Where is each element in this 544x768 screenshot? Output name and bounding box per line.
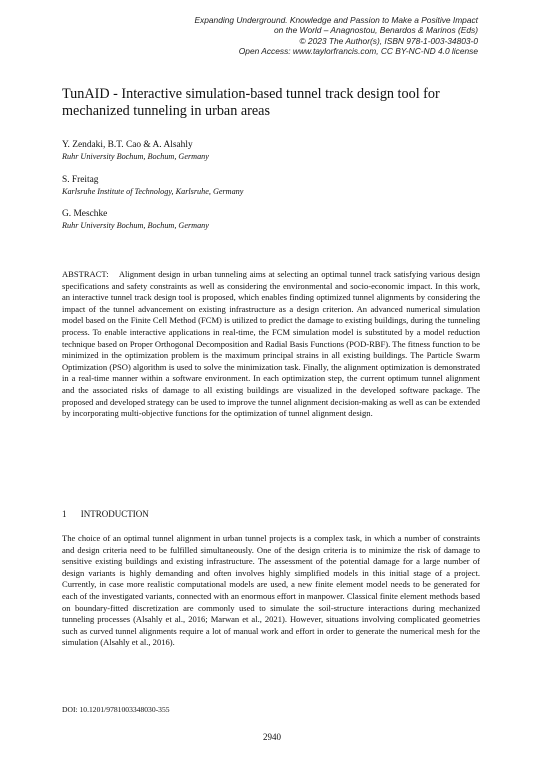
paper-title: TunAID - Interactive simulation-based tunnel track design tool for mechanized tunneling in urban areas	[62, 86, 440, 119]
author-affiliation: Ruhr University Bochum, Bochum, Germany	[62, 152, 209, 161]
author-names: S. Freitag	[62, 175, 99, 185]
publication-header	[78, 15, 478, 57]
author-names: Y. Zendaki, B.T. Cao & A. Alsahly	[62, 140, 193, 150]
introduction-paragraph: The choice of an optimal tunnel alignment in urban tunnel projects is a complex task, in which a number of constraints and design criteria need to be fulfilled simultaneously. One of the design criteria is to minimize the risk of damage to sensitive existing buildings and existing infrastructure. The assessment of the potential damage for a large number of design variants is highly demanding and often involves highly simplified models in this initial stage of a project. Currently, in case more realistic computational models are used, a new finite element model needs to be generated for each of the investigated variants, connected with an enormous effort in manpower. Classical finite element methods based on boundary-fitted discretization are commonly used to simulate the soil-structure interactions during mechanized tunneling processes (Alsahly et al., 2016; Marwan et al., 2021). However, situations involving complicated geometries such as curved tunnel alignments require a lot of manual work and effort in order to generate the numerical mesh for the simulation (Alsahly et al., 2016).	[62, 533, 480, 648]
doi: DOI: 10.1201/9781003348030-355	[62, 705, 170, 714]
section-heading	[62, 508, 149, 520]
page-number: 2940	[263, 732, 281, 742]
abstract-text: Alignment design in urban tunneling aims at selecting an optimal tunnel track satisfying various design specifications and safety constraints as well as considering the environmental and socio-economic impact. In this work, an interactive tunnel track design tool is proposed, which enables finding optimized tunnel alignments by considering the impact of the tunnel advancement on existing infrastructure as a design criterion. An advanced numerical simulation model based on the Finite Cell Method (FCM) is utilized to predict the damage to existing buildings, during the tunneling process. To enable interactive applications in real-time, the FCM simulation model is substituted by a model reduction technique based on Proper Orthogonal Decomposition and Radial Basis Functions (POD-RBF). The fitness function to be minimized in the optimization problem is the maximum principal strains in all existing buildings. The Particle Swarm Optimization (PSO) algorithm is used to solve the minimization task. Finally, the alignment optimization is demonstrated in a real-time manner within a software environment. In each optimization step, the current optimum tunnel alignment and the associated risks of damage to all existing buildings are visualized in the developed software package. The proposed and developed strategy can be used to improve the tunnel alignment decision-making as well as can be extended by incorporating multi-objective functions for the optimization of tunnel alignment design.	[62, 269, 480, 419]
header-line: Open Access: www.taylorfrancis.com, CC BY-NC-ND 4.0 license	[238, 46, 478, 57]
abstract-label: ABSTRACT:	[62, 269, 109, 279]
author-group	[62, 139, 482, 162]
author-affiliation: Karlsruhe Institute of Technology, Karlsruhe, Germany	[62, 187, 244, 196]
author-names: G. Meschke	[62, 209, 108, 219]
section-number: 1	[62, 509, 67, 519]
header-line: © 2023 The Author(s), ISBN 978-1-003-34803-0	[299, 35, 478, 46]
header-line: Expanding Underground. Knowledge and Passion to Make a Positive Impact	[194, 15, 478, 25]
author-affiliation: Ruhr University Bochum, Bochum, Germany	[62, 221, 209, 230]
header-line: on the World – Anagnostou, Benardos & Marinos (Eds)	[273, 25, 478, 36]
author-group	[62, 174, 482, 197]
abstract	[62, 269, 480, 420]
section-title: INTRODUCTION	[80, 509, 149, 519]
author-group	[62, 208, 482, 231]
